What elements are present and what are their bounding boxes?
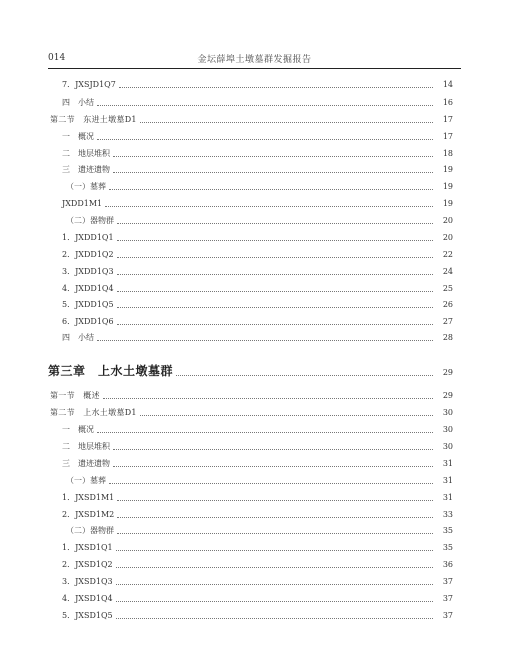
dot-leader bbox=[117, 533, 433, 534]
toc-entry-page: 31 bbox=[442, 476, 453, 485]
toc-entry-page: 33 bbox=[442, 510, 453, 519]
toc-entry-section[interactable] bbox=[48, 404, 453, 418]
dot-leader bbox=[117, 240, 433, 241]
toc-entry[interactable] bbox=[48, 128, 453, 142]
dot-leader bbox=[119, 87, 433, 88]
toc-entry[interactable] bbox=[48, 161, 453, 175]
toc-entry-label: 三 遗迹遗物 bbox=[62, 459, 110, 468]
toc-entry-label: 1．JXSD1Q1 bbox=[62, 543, 113, 552]
toc-entry-page: 37 bbox=[442, 577, 453, 586]
page-number: 014 bbox=[48, 53, 66, 63]
toc-entry-label: 7．JXSJD1Q7 bbox=[62, 80, 116, 89]
toc-entry[interactable] bbox=[48, 455, 453, 469]
toc-entry[interactable] bbox=[48, 522, 453, 536]
toc-entry-label: 3．JXDD1Q3 bbox=[62, 267, 114, 276]
toc-entry-label: 第一节 概述 bbox=[50, 391, 100, 400]
book-title: 金坛薛埠土墩墓群发掘报告 bbox=[197, 55, 312, 65]
toc-entry-chapter[interactable] bbox=[48, 360, 453, 378]
dot-leader bbox=[113, 172, 433, 173]
toc-entry-page: 35 bbox=[442, 543, 453, 552]
toc-entry-label: 1．JXDD1Q1 bbox=[62, 233, 114, 242]
toc-entry[interactable] bbox=[48, 76, 453, 90]
toc-entry-label: （二）器物群 bbox=[66, 526, 114, 535]
toc-entry-page: 19 bbox=[442, 165, 453, 174]
toc-entry-label: 第二节 上水土墩墓D1 bbox=[50, 408, 137, 417]
dot-leader bbox=[97, 432, 433, 433]
toc-entry-label: 一 概况 bbox=[62, 425, 94, 434]
toc-entry-label: 2．JXSD1Q2 bbox=[62, 560, 113, 569]
toc-entry-label: 一 概况 bbox=[62, 132, 94, 141]
toc-entry[interactable] bbox=[48, 573, 453, 587]
toc-entry[interactable] bbox=[48, 296, 453, 310]
toc-entry-label: 四 小结 bbox=[62, 333, 94, 342]
toc-entry-label: （二）器物群 bbox=[66, 216, 114, 225]
toc-entry-page: 19 bbox=[442, 199, 453, 208]
toc-entry-label: （一）墓葬 bbox=[66, 182, 106, 191]
toc-entry-page: 16 bbox=[442, 98, 453, 107]
toc-entry[interactable] bbox=[48, 329, 453, 343]
dot-leader bbox=[97, 340, 433, 341]
dot-leader bbox=[140, 415, 433, 416]
toc-entry-page: 18 bbox=[442, 149, 453, 158]
toc-entry-page: 29 bbox=[442, 391, 453, 400]
dot-leader bbox=[117, 223, 433, 224]
toc-entry[interactable] bbox=[48, 246, 453, 260]
toc-entry-page: 20 bbox=[442, 233, 453, 242]
toc-entry-section[interactable] bbox=[48, 387, 453, 401]
dot-leader bbox=[113, 449, 433, 450]
toc-entry-page: 37 bbox=[442, 594, 453, 603]
toc-entry-page: 29 bbox=[442, 368, 453, 377]
toc-entry-page: 22 bbox=[442, 250, 453, 259]
toc-entry-section[interactable] bbox=[48, 111, 453, 125]
toc-entry-page: 36 bbox=[442, 560, 453, 569]
toc-entry[interactable] bbox=[48, 556, 453, 570]
dot-leader bbox=[117, 307, 433, 308]
toc-entry-label: JXDD1M1 bbox=[62, 199, 103, 208]
dot-leader bbox=[117, 274, 433, 275]
toc-entry-page: 24 bbox=[442, 267, 453, 276]
toc-entry-label: 6．JXDD1Q6 bbox=[62, 317, 114, 326]
dot-leader bbox=[117, 517, 433, 518]
toc-entry-label: 4．JXDD1Q4 bbox=[62, 284, 114, 293]
dot-leader bbox=[109, 189, 433, 190]
toc-entry-label: 四 小结 bbox=[62, 98, 94, 107]
toc-entry[interactable] bbox=[48, 229, 453, 243]
dot-leader bbox=[116, 567, 433, 568]
toc-entry[interactable] bbox=[48, 539, 453, 553]
toc-entry[interactable] bbox=[48, 263, 453, 277]
toc-entry-page: 30 bbox=[442, 408, 453, 417]
toc-entry-page: 19 bbox=[442, 182, 453, 191]
toc-entry-label: 2．JXDD1Q2 bbox=[62, 250, 114, 259]
toc-entry[interactable] bbox=[48, 438, 453, 452]
toc-entry[interactable] bbox=[48, 313, 453, 327]
toc-entry-page: 35 bbox=[442, 526, 453, 535]
toc-entry-label: 3．JXSD1Q3 bbox=[62, 577, 113, 586]
page-header bbox=[48, 52, 461, 69]
toc-entry-page: 17 bbox=[442, 132, 453, 141]
toc-entry-page: 31 bbox=[442, 493, 453, 502]
dot-leader bbox=[117, 324, 433, 325]
toc-entry-page: 28 bbox=[442, 333, 453, 342]
toc-entry[interactable] bbox=[48, 472, 453, 486]
dot-leader bbox=[103, 398, 433, 399]
dot-leader bbox=[109, 483, 433, 484]
toc-entry-label: 第二节 东进土墩墓D1 bbox=[50, 115, 137, 124]
toc-entry[interactable] bbox=[48, 489, 453, 503]
toc-entry[interactable] bbox=[48, 607, 453, 621]
toc-entry[interactable] bbox=[48, 145, 453, 159]
toc-entry-label: 1．JXSD1M1 bbox=[62, 493, 115, 502]
dot-leader bbox=[116, 618, 433, 619]
toc-entry-label: 5．JXDD1Q5 bbox=[62, 300, 114, 309]
dot-leader bbox=[105, 206, 433, 207]
toc-entry-page: 26 bbox=[442, 300, 453, 309]
toc-entry-page: 27 bbox=[442, 317, 453, 326]
toc-entry[interactable] bbox=[48, 590, 453, 604]
toc-entry-page: 25 bbox=[442, 284, 453, 293]
toc-entry[interactable] bbox=[48, 421, 453, 435]
toc-entry[interactable] bbox=[48, 280, 453, 294]
dot-leader bbox=[117, 257, 433, 258]
toc-entry-page: 30 bbox=[442, 425, 453, 434]
dot-leader bbox=[113, 156, 433, 157]
toc-entry[interactable] bbox=[48, 178, 453, 192]
dot-leader bbox=[116, 601, 433, 602]
dot-leader bbox=[97, 105, 433, 106]
dot-leader bbox=[113, 466, 433, 467]
toc-entry-page: 37 bbox=[442, 611, 453, 620]
dot-leader bbox=[140, 122, 433, 123]
dot-leader bbox=[116, 550, 433, 551]
dot-leader bbox=[176, 375, 433, 376]
toc-entry[interactable] bbox=[48, 212, 453, 226]
toc-entry-label: 第三章 上水土墩墓群 bbox=[48, 364, 174, 378]
dot-leader bbox=[97, 139, 433, 140]
toc-entry[interactable] bbox=[48, 506, 453, 520]
toc-entry-label: （一）墓葬 bbox=[66, 476, 106, 485]
toc-entry-page: 20 bbox=[442, 216, 453, 225]
toc-entry-label: 三 遗迹遗物 bbox=[62, 165, 110, 174]
dot-leader bbox=[117, 500, 433, 501]
dot-leader bbox=[116, 584, 433, 585]
toc-entry-page: 17 bbox=[442, 115, 453, 124]
toc-entry-label: 二 地层堆积 bbox=[62, 149, 110, 158]
toc-entry[interactable] bbox=[48, 94, 453, 108]
toc-entry-page: 31 bbox=[442, 459, 453, 468]
toc-entry-label: 2．JXSD1M2 bbox=[62, 510, 115, 519]
toc-entry-label: 二 地层堆积 bbox=[62, 442, 110, 451]
toc-entry-page: 14 bbox=[442, 80, 453, 89]
toc-entry[interactable] bbox=[48, 195, 453, 209]
toc-entry-label: 5．JXSD1Q5 bbox=[62, 611, 113, 620]
dot-leader bbox=[117, 291, 433, 292]
toc-entry-label: 4．JXSD1Q4 bbox=[62, 594, 113, 603]
toc-entry-page: 30 bbox=[442, 442, 453, 451]
